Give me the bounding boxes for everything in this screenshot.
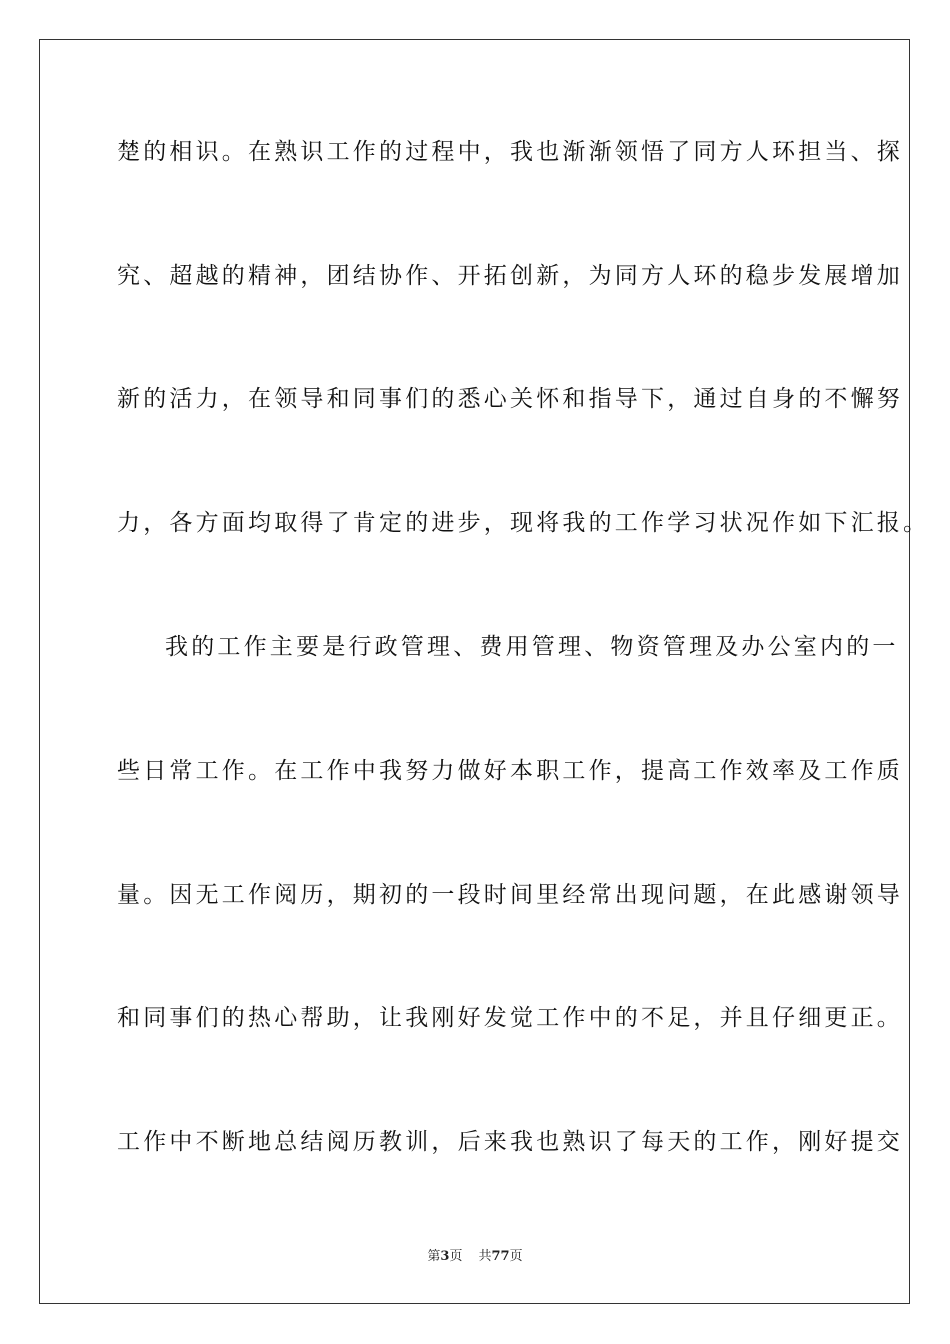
- paragraph-start-line: 我的工作主要是行政管理、费用管理、物资管理及办公室内的一: [165, 634, 899, 660]
- page-frame: [39, 39, 930, 1304]
- page-footer: [0, 1248, 950, 1266]
- page-number: 3: [440, 1249, 450, 1264]
- text-line: 和同事们的热心帮助，让我刚好发觉工作中的不足，并且仔细更正。: [117, 1005, 903, 1031]
- text-line: 究、超越的精神，团结协作、开拓创新，为同方人环的稳步发展增加: [117, 263, 903, 289]
- page-suffix: 页: [449, 1249, 463, 1264]
- total-prefix: 共: [478, 1249, 492, 1264]
- page-prefix: 第: [427, 1249, 441, 1264]
- total-pages: 77: [491, 1249, 510, 1264]
- total-suffix: 页: [509, 1249, 523, 1264]
- text-line: 力，各方面均取得了肯定的进步，现将我的工作学习状况作如下汇报。: [117, 510, 930, 536]
- text-line: 工作中不断地总结阅历教训，后来我也熟识了每天的工作，刚好提交: [117, 1129, 903, 1155]
- text-line: 楚的相识。在熟识工作的过程中，我也渐渐领悟了同方人环担当、探: [117, 139, 903, 165]
- text-line: 量。因无工作阅历，期初的一段时间里经常出现问题，在此感谢领导: [117, 882, 903, 908]
- text-line: 新的活力，在领导和同事们的悉心关怀和指导下，通过自身的不懈努: [117, 386, 903, 412]
- text-line: 些日常工作。在工作中我努力做好本职工作，提高工作效率及工作质: [117, 758, 903, 784]
